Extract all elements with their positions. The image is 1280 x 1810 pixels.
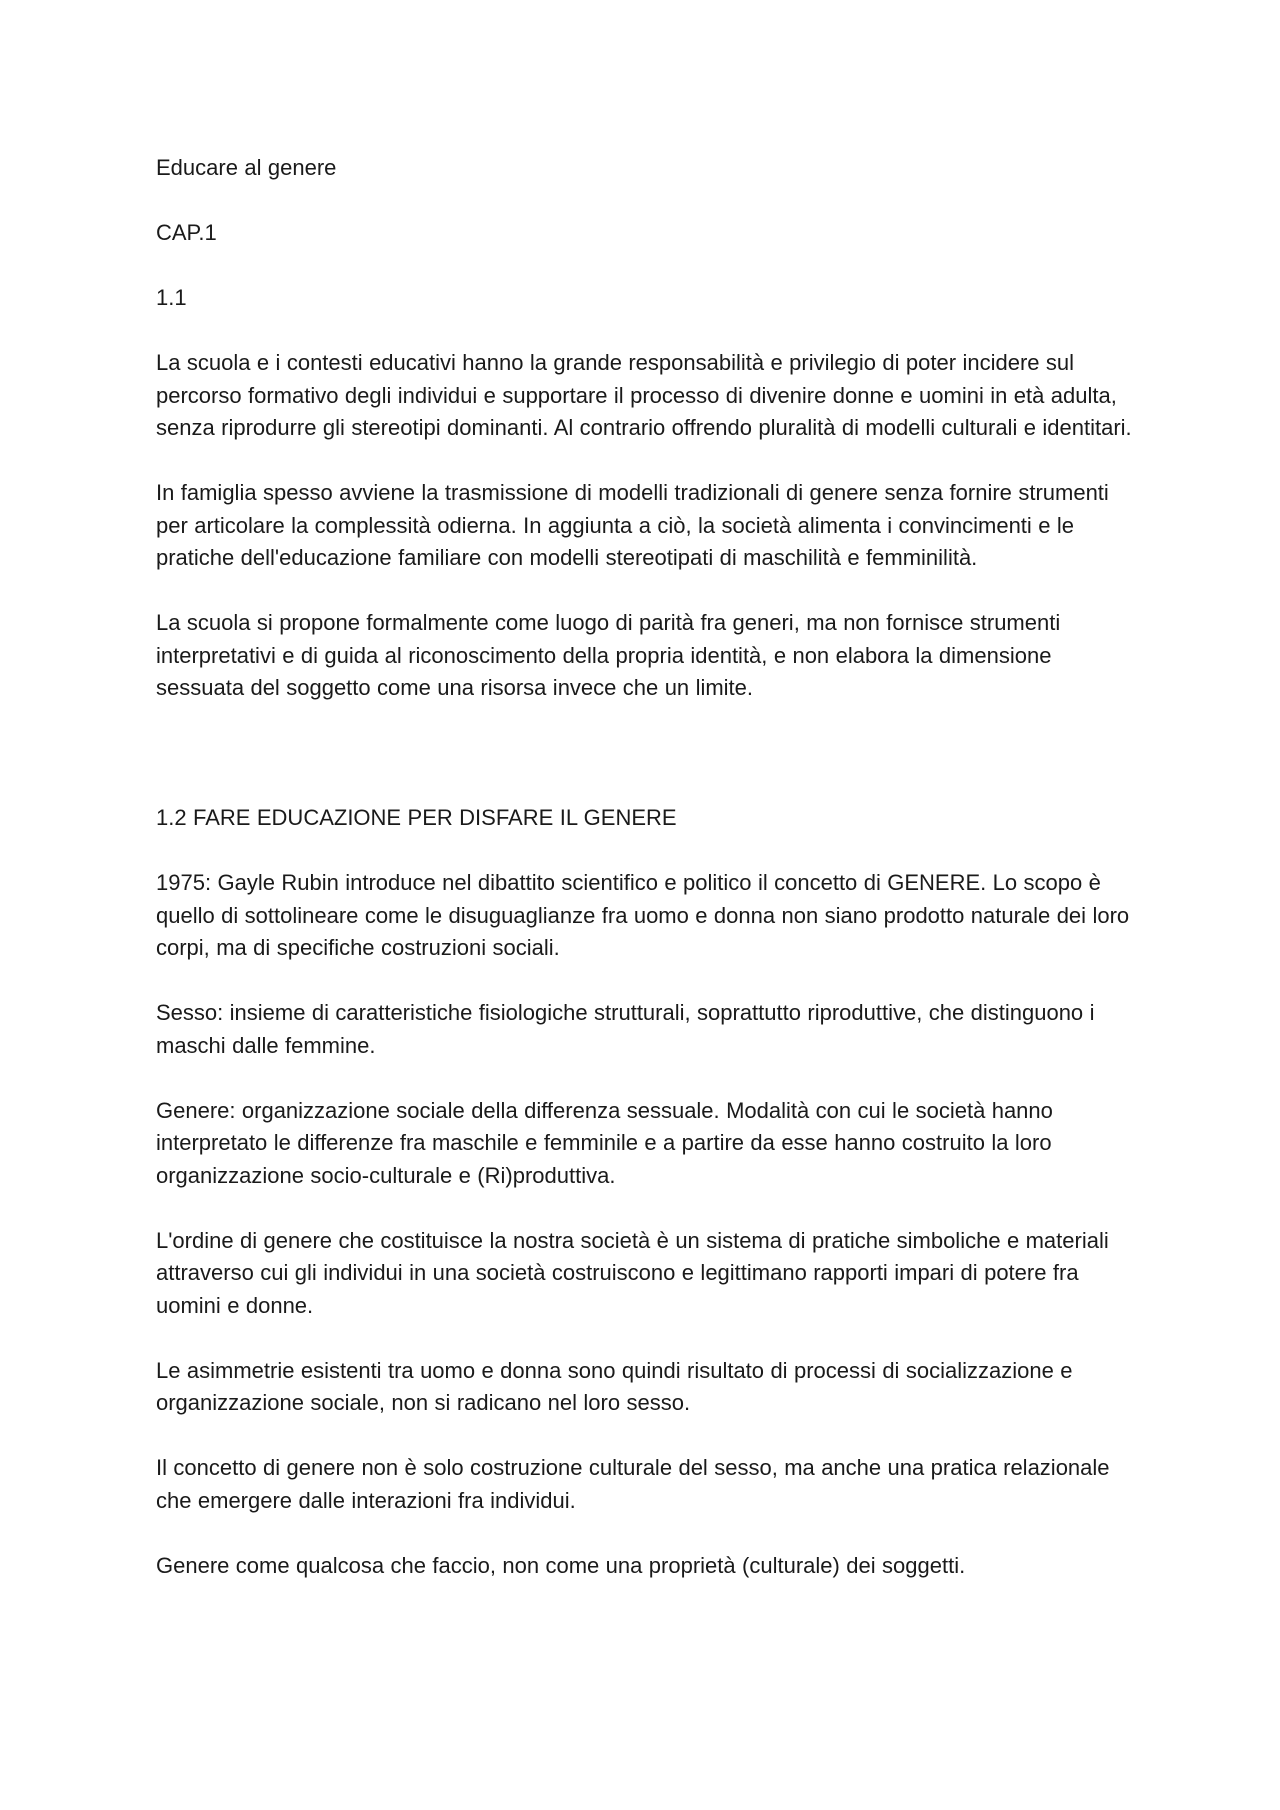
paragraph: 1975: Gayle Rubin introduce nel dibattito scientifico e politico il concetto di GENERE. Lo scopo è quello di sottolineare come le disuguaglianze fra uomo e donna non siano prodotto naturale dei loro corpi, ma di specifiche costruzioni sociali. bbox=[156, 870, 1130, 960]
document-title: Educare al genere bbox=[156, 155, 337, 180]
paragraph: Le asimmetrie esistenti tra uomo e donna sono quindi risultato di processi di socializzazione e organizzazione sociale, non si radicano nel loro sesso. bbox=[156, 1357, 1073, 1415]
paragraph: Sesso: insieme di caratteristiche fisiologiche strutturali, soprattutto riproduttive, che distinguono i maschi dalle femmine. bbox=[156, 1000, 1095, 1058]
chapter-heading: CAP.1 bbox=[156, 220, 217, 245]
paragraph: L'ordine di genere che costituisce la nostra società è un sistema di pratiche simboliche e materiali attraverso cui gli individui in una società costruiscono e legittimano rapporti impari di potere fra uomini e donne. bbox=[156, 1227, 1109, 1318]
section-heading-1-2: 1.2 FARE EDUCAZIONE PER DISFARE IL GENERE bbox=[156, 805, 677, 830]
paragraph: La scuola si propone formalmente come luogo di parità fra generi, ma non fornisce strumenti interpretativi e di guida al riconoscimento della propria identità, e non elabora la dimensione sessuata del soggetto come una risorsa invece che un limite. bbox=[156, 610, 1061, 700]
section-heading-1-1: 1.1 bbox=[156, 285, 187, 310]
paragraph: Genere: organizzazione sociale della differenza sessuale. Modalità con cui le società hanno interpretato le differenze fra maschile e femminile e a partire da esse hanno costruito la loro organizzazione socio-culturale e (Ri)produttiva. bbox=[156, 1097, 1053, 1188]
paragraph: Il concetto di genere non è solo costruzione culturale del sesso, ma anche una pratica relazionale che emergere dalle interazioni fra individui. bbox=[156, 1455, 1110, 1513]
paragraph: In famiglia spesso avviene la trasmissione di modelli tradizionali di genere senza fornire strumenti per articolare la complessità odierna. In aggiunta a ciò, la società alimenta i convincimenti e le pratiche dell'educazione familiare con modelli stereotipati di maschilità e femminilità. bbox=[156, 480, 1109, 570]
document-body bbox=[156, 152, 1136, 1615]
paragraph: Genere come qualcosa che faccio, non come una proprietà (culturale) dei soggetti. bbox=[156, 1552, 966, 1578]
paragraph: La scuola e i contesti educativi hanno la grande responsabilità e privilegio di poter incidere sul percorso formativo degli individui e supportare il processo di divenire donne e uomini in età adulta, senza riprodurre gli stereotipi dominanti. Al contrario offrendo pluralità di modelli culturali e identitari. bbox=[156, 350, 1132, 440]
